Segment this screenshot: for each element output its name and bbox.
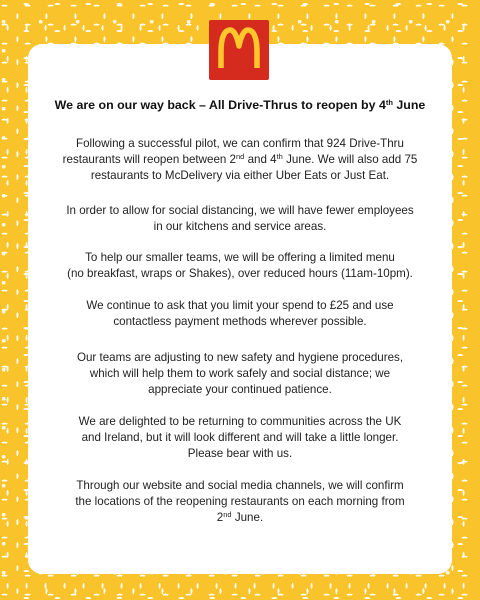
paragraph-social-distancing: In order to allow for social distancing, we will have fewer employees in our kitchens and service areas.: [66, 204, 414, 233]
announcement-title: We are on our way back – All Drive-Thrus to reopen by 4th June: [54, 98, 426, 112]
golden-arches-icon: [209, 20, 269, 80]
paragraph-safety: Our teams are adjusting to new safety and hygiene procedures, which will help them to work safely and social distance; we appreciate your continued patience.: [76, 351, 404, 396]
paragraph-pilot: Following a successful pilot, we can confirm that 924 Drive-Thru restaurants will reopen between 2nd and 4th June. We will also add 75 restaurants to McDelivery via either Uber Eats or Just Eat.: [62, 137, 418, 182]
paragraph-spend-limit: We continue to ask that you limit your spend to £25 and use contactless payment methods wherever possible.: [86, 299, 394, 328]
paragraph-locations: Through our website and social media channels, we will confirm the locations of the reopening restaurants on each morning from 2nd June.: [75, 479, 405, 524]
paragraph-communities: We are delighted to be returning to communities across the UK and Ireland, but it will look different and will take a little longer. Please bear with us.: [78, 415, 402, 460]
paragraph-limited-menu: To help our smaller teams, we will be offering a limited menu (no breakfast, wraps or Shakes), over reduced hours (11am-10pm).: [67, 251, 413, 280]
mcdonalds-logo: [209, 20, 269, 80]
